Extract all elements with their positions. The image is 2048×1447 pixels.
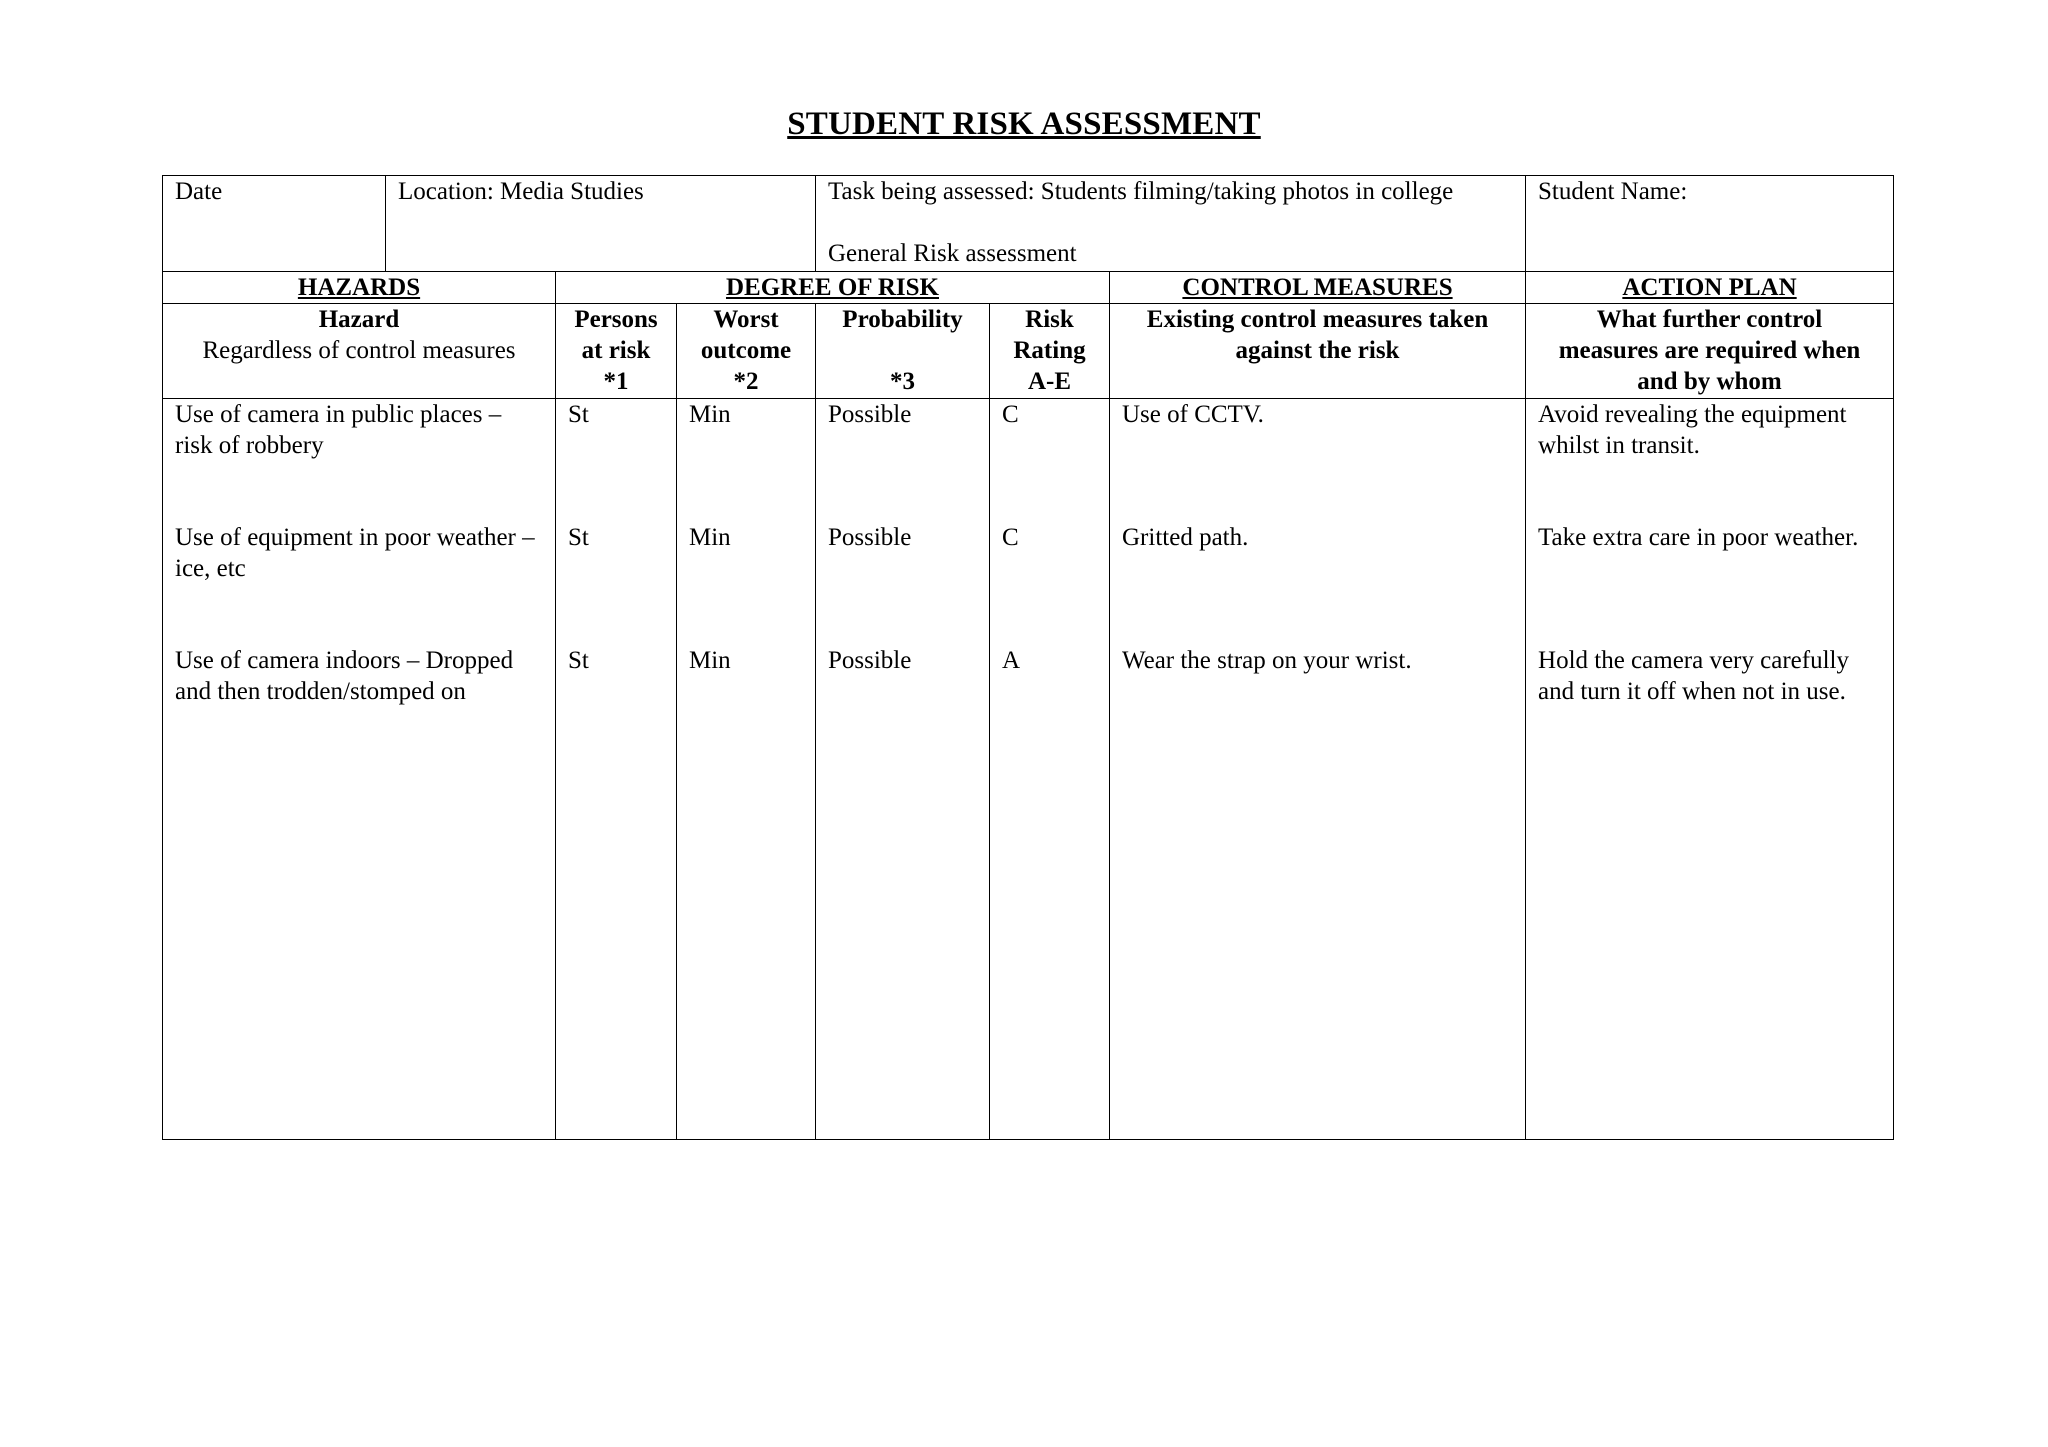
persons-value: St	[568, 647, 589, 674]
student-name-cell[interactable]	[1526, 176, 1894, 272]
control-value: Gritted path.	[1122, 524, 1249, 551]
task-cell	[816, 176, 1526, 272]
column-worst-outcome	[677, 304, 816, 399]
hazard-text: Use of equipment in poor weather – ice, etc	[175, 524, 535, 582]
action-value: Hold the camera very carefully and turn it off when not in use.	[1538, 647, 1849, 705]
worst-column-cell	[677, 399, 816, 1140]
section-control-measures: CONTROL MEASURES	[1110, 272, 1526, 304]
probability-value: Possible	[828, 647, 912, 674]
action-value: Take extra care in poor weather.	[1538, 524, 1859, 551]
column-risk-rating	[990, 304, 1110, 399]
date-cell[interactable]	[163, 176, 386, 272]
control-column-cell	[1110, 399, 1526, 1140]
column-worst-line-1: Worst	[713, 306, 779, 333]
column-rating-line-3: A-E	[1027, 368, 1072, 395]
column-rating-line-2: Rating	[1013, 337, 1086, 364]
column-probability-line-1: Probability	[842, 306, 963, 333]
rating-value: A	[1002, 647, 1021, 674]
section-hazards: HAZARDS	[163, 272, 556, 304]
column-further-line-3: and by whom	[1637, 368, 1782, 395]
column-hazard	[163, 304, 556, 399]
column-persons-at-risk	[556, 304, 677, 399]
hazard-text: Use of camera indoors – Dropped and then trodden/stomped on	[175, 647, 514, 705]
column-worst-line-3: *2	[733, 368, 759, 395]
action-value: Avoid revealing the equipment whilst in transit.	[1538, 401, 1847, 459]
column-persons-line-3: *1	[603, 368, 629, 395]
persons-value: St	[568, 401, 589, 428]
hazard-column-cell	[163, 399, 556, 1140]
info-row	[163, 176, 1894, 272]
location-cell	[386, 176, 816, 272]
list-item	[175, 645, 543, 768]
column-further-line-1: What further control	[1596, 306, 1823, 333]
persons-value: St	[568, 524, 589, 551]
table-body-row	[163, 399, 1894, 1140]
list-item	[175, 399, 543, 522]
worst-value: Min	[689, 524, 731, 551]
control-value: Use of CCTV.	[1122, 401, 1264, 428]
control-value: Wear the strap on your wrist.	[1122, 647, 1412, 674]
column-further-line-2: measures are required when	[1558, 337, 1861, 364]
column-hazard-title: Hazard	[318, 306, 400, 333]
date-label: Date	[175, 178, 223, 205]
hazard-text: Use of camera in public places – risk of robbery	[175, 401, 502, 459]
column-persons-line-2: at risk	[581, 337, 651, 364]
probability-value: Possible	[828, 401, 912, 428]
column-probability	[816, 304, 990, 399]
column-existing-line-2: against the risk	[1235, 337, 1400, 364]
column-further-controls	[1526, 304, 1894, 399]
column-probability-line-3: *3	[890, 368, 915, 395]
section-header-row	[163, 272, 1894, 304]
section-action-plan: ACTION PLAN	[1526, 272, 1894, 304]
column-worst-line-2: outcome	[700, 337, 792, 364]
section-degree-of-risk: DEGREE OF RISK	[556, 272, 1110, 304]
persons-column-cell	[556, 399, 677, 1140]
worst-value: Min	[689, 401, 731, 428]
column-rating-line-1: Risk	[1025, 306, 1074, 333]
list-item	[175, 522, 543, 645]
column-hazard-subtitle: Regardless of control measures	[202, 337, 516, 364]
task-label: Task being assessed: Students filming/taking photos in college	[828, 178, 1454, 205]
probability-value: Possible	[828, 524, 912, 551]
column-persons-line-1: Persons	[574, 306, 658, 333]
column-existing-line-1: Existing control measures taken	[1146, 306, 1489, 333]
location-label: Location: Media Studies	[398, 178, 644, 205]
risk-assessment-table	[162, 175, 1894, 1140]
rating-value: C	[1002, 401, 1019, 428]
page-title: STUDENT RISK ASSESSMENT	[787, 106, 1261, 142]
column-header-row	[163, 304, 1894, 399]
task-subtitle: General Risk assessment	[828, 240, 1077, 267]
student-name-label: Student Name:	[1538, 178, 1688, 205]
action-column-cell	[1526, 399, 1894, 1140]
rating-value: C	[1002, 524, 1019, 551]
column-existing-controls	[1110, 304, 1526, 399]
probability-column-cell	[816, 399, 990, 1140]
worst-value: Min	[689, 647, 731, 674]
rating-column-cell	[990, 399, 1110, 1140]
